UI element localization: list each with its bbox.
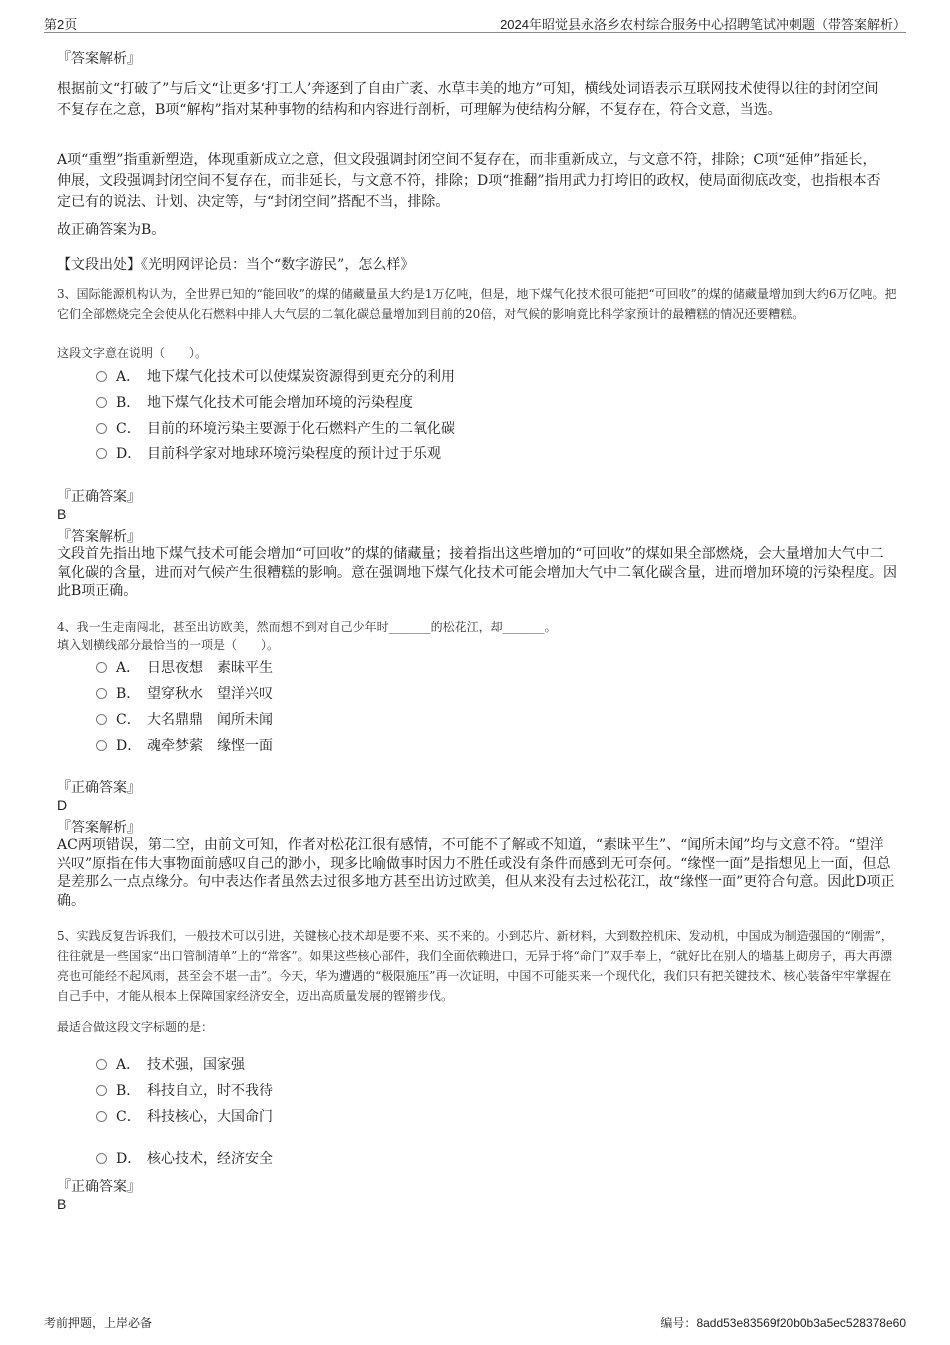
- q5-prompt: 最适合做这段文字标题的是：: [57, 1020, 214, 1034]
- footer-serial-label: 编号：: [660, 1316, 697, 1330]
- radio-icon[interactable]: [96, 397, 107, 408]
- q5-option-a[interactable]: A． 技术强，国家强: [96, 1054, 245, 1074]
- q3-option-a[interactable]: A． 地下煤气化技术可以使煤炭资源得到更充分的利用: [96, 366, 455, 386]
- page-number: 第2页: [44, 17, 78, 32]
- radio-icon[interactable]: [96, 1153, 107, 1164]
- radio-icon[interactable]: [96, 423, 107, 434]
- q4-option-c[interactable]: C． 大名鼎鼎 闻所未闻: [96, 709, 273, 729]
- q2-source: 【文段出处】《光明网评论员：当个“数字游民”，怎么样》: [57, 257, 415, 273]
- q4-option-a[interactable]: A． 日思夜想 素昧平生: [96, 657, 273, 677]
- q5-stem: 5、实践反复告诉我们，一般技术可以引进，关键核心技术却是要不来、买不来的。小到芯片、新材料，大到数控机床、发动机，中国成为制造强国的“刚需”，往往就是一些国家“出口管制清单”上的“常客”。如果这些核心部件，我们全面依赖进口，无异于将“命门”双手奉上，“就好比在别人的墙基上砌房子，再大再漂亮也可能经不起风雨，甚至会不堪一击”。今天，华为遭遇的“极限施压”再一次证明，中国不可能买来一个现代化，我们只有把关键技术、核心装备牢牢掌握在自己手中，才能从根本上保障国家经济安全，迈出高质量发展的铿锵步伐。: [57, 929, 893, 1003]
- q3-stem: 3、国际能源机构认为，全世界已知的“能回收”的煤的储藏量虽大约是1万亿吨，但是，地下煤气化技术很可能把“可回收”的煤的储藏量增加到大约6万亿吨。把它们全部燃烧完全会使从化石燃料中排人大气层的二氧化碳总量增加到目前的20倍，对气候的影响竟比科学家预计的最糟糕的情况还要糟糕。: [57, 287, 897, 321]
- q2-analysis-label: 『答案解析』: [57, 51, 141, 67]
- q4-option-b[interactable]: B． 望穿秋水 望洋兴叹: [96, 683, 273, 703]
- q4-stem: 4、我一生走南闯北，甚至出访欧美，然而想不到对自己少年时_______的松花江，却_______。: [57, 620, 557, 634]
- q3-analysis-label: 『答案解析』: [57, 529, 141, 545]
- radio-icon[interactable]: [96, 662, 107, 673]
- q3-correct-label: 『正确答案』: [57, 489, 141, 505]
- radio-icon[interactable]: [96, 714, 107, 725]
- q5-option-b[interactable]: B． 科技自立，时不我待: [96, 1080, 273, 1100]
- q3-option-c[interactable]: C． 目前的环境污染主要源于化石燃料产生的二氧化碳: [96, 418, 455, 438]
- document-title: 2024年昭觉县永洛乡农村综合服务中心招聘笔试冲刺题（带答案解析）: [500, 17, 906, 32]
- q3-option-b[interactable]: B． 地下煤气化技术可能会增加环境的污染程度: [96, 392, 413, 412]
- q4-prompt: 填入划横线部分最恰当的一项是（ ）。: [57, 638, 280, 652]
- q2-analysis-para2: A项“重塑”指重新塑造，体现重新成立之意，但文段强调封闭空间不复存在，而非重新成立，与文意不符，排除；C项“延伸”指延长，伸展，文段强调封闭空间不复存在，而非延长，与文意不符，排除；D项“推翻”指用武力打垮旧的政权，使局面彻底改变，也指根本否定已有的说法、计划、决定等，与“封闭空间”搭配不当，排除。: [57, 152, 881, 210]
- q3-option-d[interactable]: D． 目前科学家对地球环境污染程度的预计过于乐观: [96, 443, 441, 463]
- q3-prompt: 这段文字意在说明（ ）。: [57, 346, 208, 360]
- q3-answer: B: [57, 506, 67, 522]
- q4-analysis-label: 『答案解析』: [57, 820, 141, 836]
- q5-option-d[interactable]: D． 核心技术，经济安全: [96, 1148, 273, 1168]
- radio-icon[interactable]: [96, 740, 107, 751]
- q5-correct-label: 『正确答案』: [57, 1179, 141, 1195]
- q4-answer: D: [57, 797, 68, 813]
- radio-icon[interactable]: [96, 1111, 107, 1122]
- q5-option-c[interactable]: C． 科技核心，大国命门: [96, 1106, 273, 1126]
- q2-conclusion: 故正确答案为B。: [57, 222, 166, 238]
- footer-slogan: 考前押题，上岸必备: [44, 1316, 153, 1330]
- footer-serial: [660, 1314, 906, 1331]
- radio-icon[interactable]: [96, 688, 107, 699]
- radio-icon[interactable]: [96, 1085, 107, 1096]
- q3-analysis: 文段首先指出地下煤气技术可能会增加“可回收”的煤的储藏量；接着指出这些增加的“可回收”的煤如果全部燃烧，会大量增加大气中二氧化碳的含量，进而对气候产生很糟糕的影响。意在强调地下煤气化技术可能会增加大气中二氧化碳含量，进而增加环境的污染程度。因此B项正确。: [57, 546, 897, 599]
- radio-icon[interactable]: [96, 1059, 107, 1070]
- q4-analysis: AC两项错误，第二空，由前文可知，作者对松花江很有感情，不可能不了解或不知道，“素昧平生”、“闻所未闻”均与文意不符。“望洋兴叹”原指在伟大事物面前感叹自己的渺小，现多比喻做事时因力不胜任或没有条件而感到无可奈何。“缘悭一面”是指想见上一面，但总是差那么一点点缘分。句中表达作者虽然去过很多地方甚至出访过欧美，但从来没有去过松花江，故“缘悭一面”更符合句意。因此D项正确。: [57, 837, 895, 909]
- q2-analysis-para1: 根据前文“打破了”与后文“让更多‘打工人’奔逐到了自由广袤、水草丰美的地方”可知，横线处词语表示互联网技术使得以往的封闭空间不复存在之意，B项“解构”指对某种事物的结构和内容进行剖析，可理解为使结构分解，不复存在，符合文意，当选。: [57, 81, 879, 118]
- radio-icon[interactable]: [96, 448, 107, 459]
- q5-answer: B: [57, 1196, 67, 1212]
- header-divider: [44, 32, 906, 33]
- radio-icon[interactable]: [96, 371, 107, 382]
- q4-correct-label: 『正确答案』: [57, 780, 141, 796]
- footer-serial-id: 8add53e83569f20b0b3a5ec528378e60: [696, 1316, 906, 1330]
- q4-option-d[interactable]: D． 魂牵梦萦 缘悭一面: [96, 735, 273, 755]
